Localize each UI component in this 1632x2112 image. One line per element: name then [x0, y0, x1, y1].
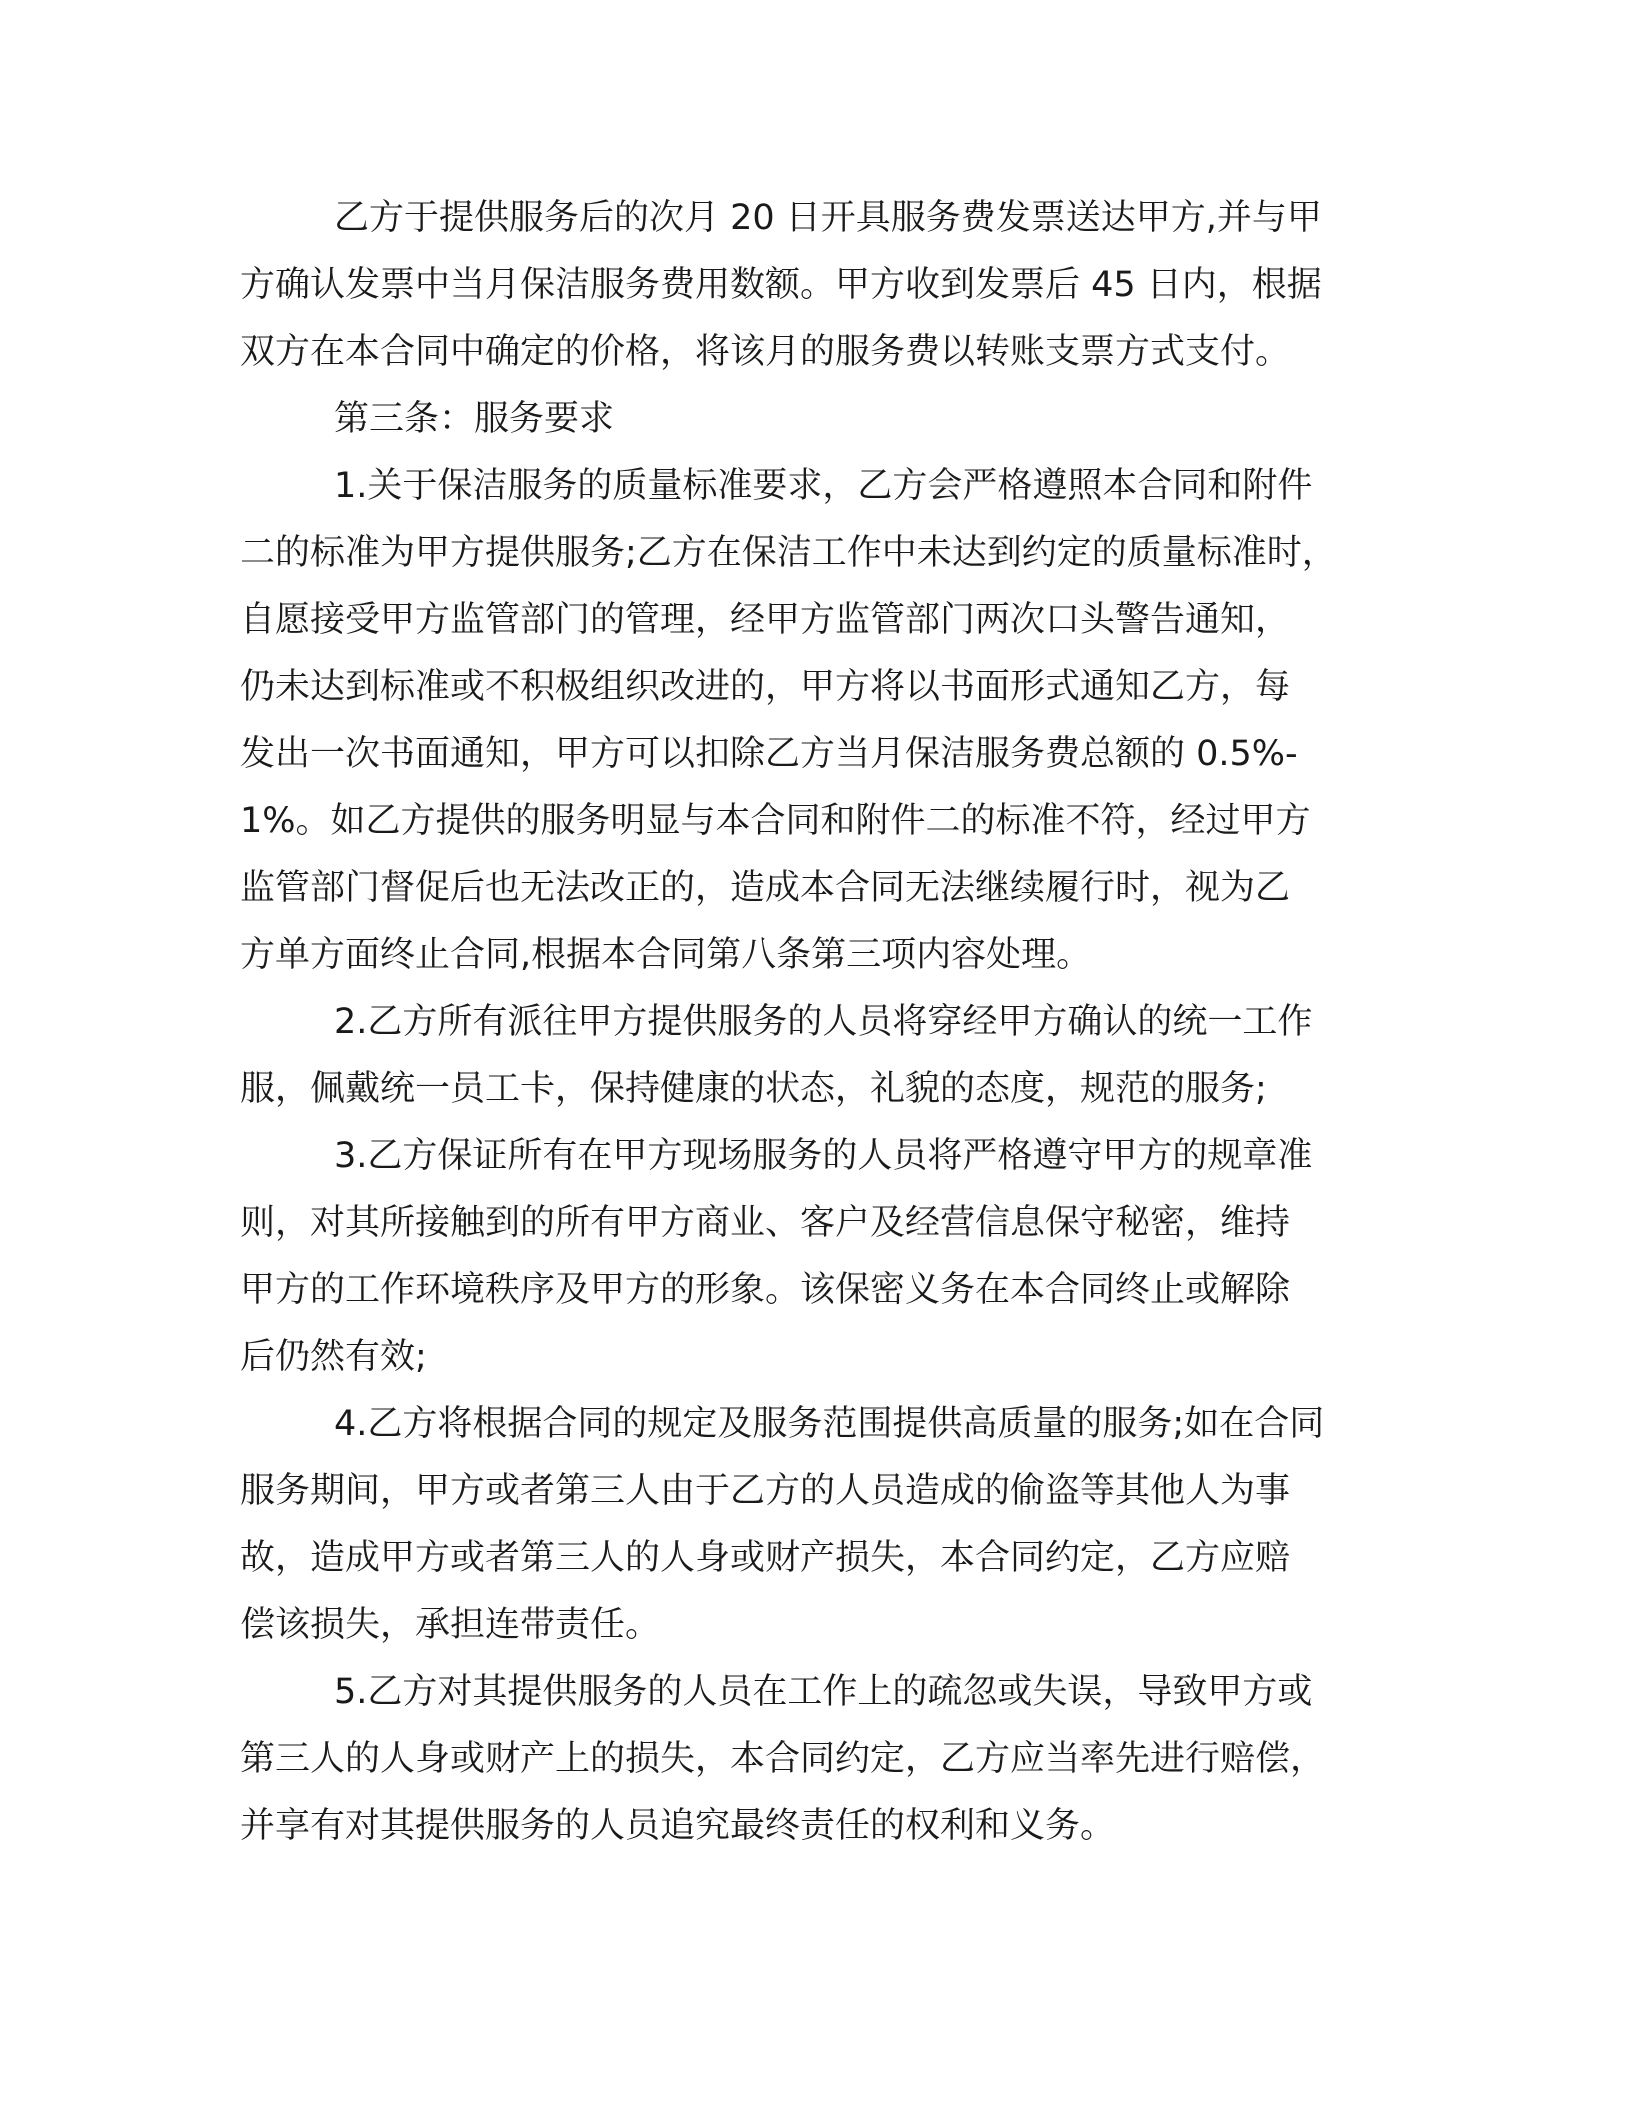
text-line: 二的标准为甲方提供服务;乙方在保洁工作中未达到约定的质量标准时，	[240, 533, 1337, 573]
text-line: 服，佩戴统一员工卡，保持健康的状态，礼貌的态度，规范的服务;	[240, 1069, 1267, 1109]
document-body	[240, 185, 1380, 1860]
text-line: 服务期间，甲方或者第三人由于乙方的人员造成的偷盗等其他人为事	[240, 1471, 1291, 1511]
text-line: 监管部门督促后也无法改正的，造成本合同无法继续履行时，视为乙	[240, 868, 1291, 908]
text-line: 方确认发票中当月保洁服务费用数额。甲方收到发票后 45 日内，根据	[240, 265, 1322, 305]
text-line: 乙方于提供服务后的次月 20 日开具服务费发票送达甲方,并与甲	[334, 198, 1322, 238]
text-line: 2.乙方所有派往甲方提供服务的人员将穿经甲方确认的统一工作	[334, 1002, 1313, 1042]
text-line: 双方在本合同中确定的价格，将该月的服务费以转账支票方式支付。	[240, 332, 1291, 372]
text-line: 5.乙方对其提供服务的人员在工作上的疏忽或失误，导致甲方或	[334, 1672, 1313, 1712]
text-line: 1%。如乙方提供的服务明显与本合同和附件二的标准不符，经过甲方	[240, 801, 1311, 841]
text-line: 后仍然有效;	[240, 1337, 427, 1377]
text-line: 3.乙方保证所有在甲方现场服务的人员将严格遵守甲方的规章准	[334, 1136, 1313, 1176]
text-line: 4.乙方将根据合同的规定及服务范围提供高质量的服务;如在合同	[334, 1404, 1325, 1444]
section-heading: 第三条：服务要求	[334, 399, 615, 439]
text-line: 方单方面终止合同,根据本合同第八条第三项内容处理。	[240, 935, 1092, 975]
text-line: 偿该损失，承担连带责任。	[240, 1605, 661, 1645]
text-line: 甲方的工作环境秩序及甲方的形象。该保密义务在本合同终止或解除	[240, 1270, 1291, 1310]
text-line: 仍未达到标准或不积极组织改进的，甲方将以书面形式通知乙方，每	[240, 667, 1291, 707]
text-line: 第三人的人身或财产上的损失，本合同约定，乙方应当率先进行赔偿，	[240, 1739, 1326, 1779]
text-line: 故，造成甲方或者第三人的人身或财产损失，本合同约定，乙方应赔	[240, 1538, 1291, 1578]
text-line: 自愿接受甲方监管部门的管理，经甲方监管部门两次口头警告通知，	[240, 600, 1291, 640]
text-line: 则，对其所接触到的所有甲方商业、客户及经营信息保守秘密，维持	[240, 1203, 1291, 1243]
text-line: 并享有对其提供服务的人员追究最终责任的权利和义务。	[240, 1806, 1116, 1846]
text-line: 发出一次书面通知，甲方可以扣除乙方当月保洁服务费总额的 0.5%-	[240, 734, 1298, 774]
text-line: 1.关于保洁服务的质量标准要求，乙方会严格遵照本合同和附件	[334, 466, 1313, 506]
